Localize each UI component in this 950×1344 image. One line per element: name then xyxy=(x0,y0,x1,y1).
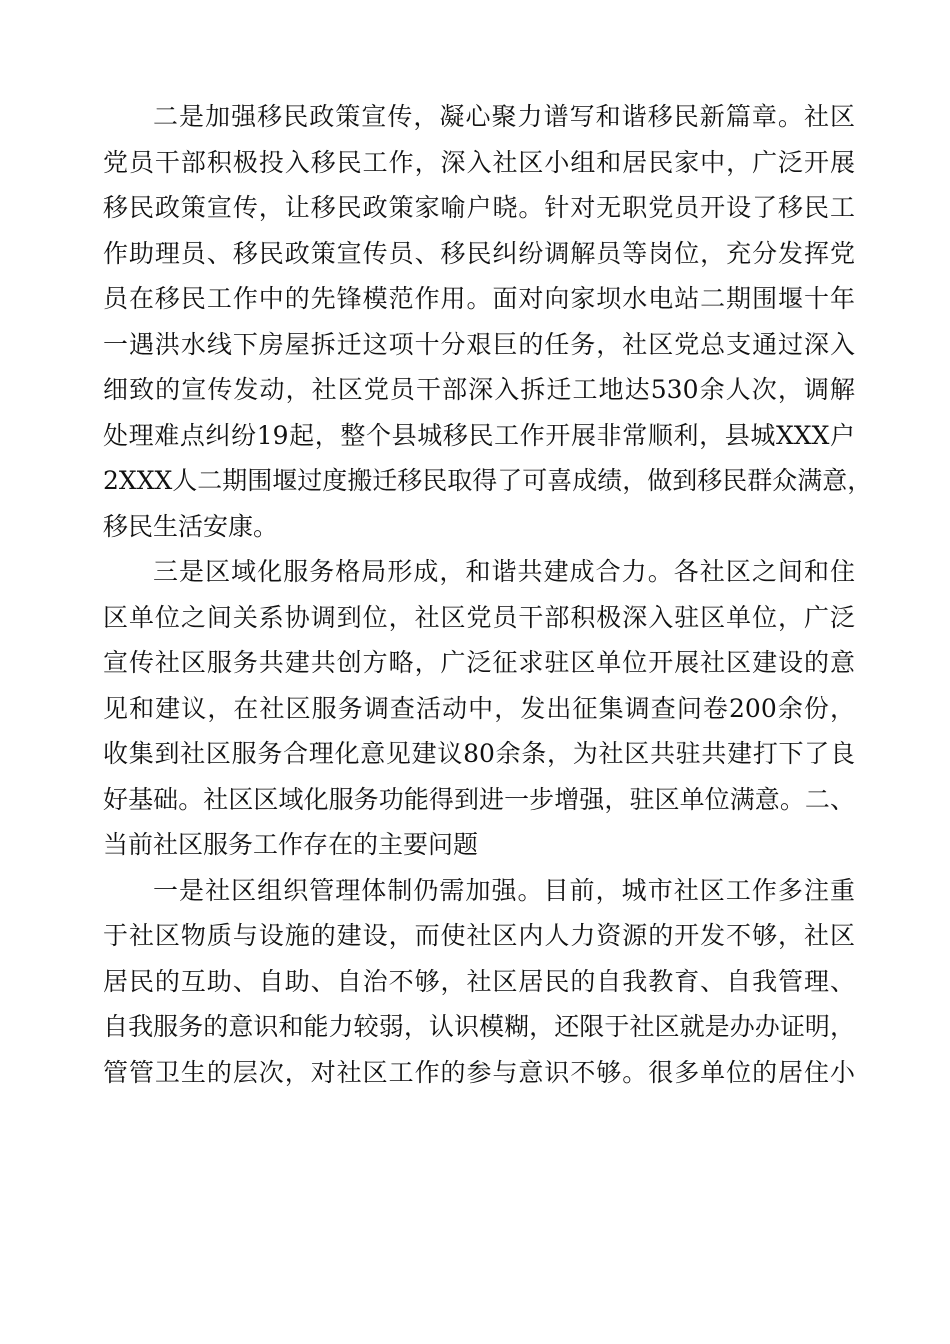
text-line: 处理难点纠纷19起，整个县城移民工作开展非常顺利，县城XXX户 xyxy=(103,420,855,450)
text-line: 区单位之间关系协调到位，社区党员干部积极深入驻区单位，广泛 xyxy=(103,602,855,632)
text-line: 二是加强移民政策宣传，凝心聚力谱写和谐移民新篇章。社区 xyxy=(153,102,855,131)
text-line: 自我服务的意识和能力较弱，认识模糊，还限于社区就是办办证明， xyxy=(103,1012,855,1041)
text-line: 宣传社区服务共建共创方略，广泛征求驻区单位开展社区建设的意 xyxy=(103,648,855,677)
text-line: 居民的互助、自助、自治不够，社区居民的自我教育、自我管理、 xyxy=(103,966,855,996)
text-line: 移民政策宣传，让移民政策家喻户晓。针对无职党员开设了移民工 xyxy=(103,193,855,222)
text-line: 好基础。社区区域化服务功能得到进一步增强，驻区单位满意。二、 xyxy=(103,784,855,814)
text-line: 管管卫生的层次，对社区工作的参与意识不够。很多单位的居住小 xyxy=(103,1057,855,1087)
text-line: 细致的宣传发动，社区党员干部深入拆迁工地达530余人次，调解 xyxy=(103,375,855,404)
paragraph-regional-service xyxy=(103,549,855,868)
text-line: 见和建议，在社区服务调查活动中，发出征集调查问卷200余份， xyxy=(103,693,855,723)
text-line: 一是社区组织管理体制仍需加强。目前，城市社区工作多注重 xyxy=(153,875,855,905)
text-line: 当前社区服务工作存在的主要问题 xyxy=(103,830,479,859)
text-line: 三是区域化服务格局形成，和谐共建成合力。各社区之间和住 xyxy=(153,557,855,586)
text-line: 收集到社区服务合理化意见建议80余条，为社区共驻共建打下了良 xyxy=(103,739,855,768)
text-line: 一遇洪水线下房屋拆迁这项十分艰巨的任务，社区党总支通过深入 xyxy=(103,329,855,359)
document-body xyxy=(103,94,873,1095)
text-line: 党员干部积极投入移民工作，深入社区小组和居民家中，广泛开展 xyxy=(103,147,855,177)
text-line: 员在移民工作中的先锋模范作用。面对向家坝水电站二期围堰十年 xyxy=(103,284,855,313)
text-line: 作助理员、移民政策宣传员、移民纠纷调解员等岗位，充分发挥党 xyxy=(103,238,855,268)
text-line: 于社区物质与设施的建设，而使社区内人力资源的开发不够，社区 xyxy=(103,921,855,950)
paragraph-immigration-policy xyxy=(103,94,873,549)
text-line: 2XXX人二期围堰过度搬迁移民取得了可喜成绩，做到移民群众满意， xyxy=(103,466,873,495)
paragraph-management-system xyxy=(103,868,855,1096)
text-line: 移民生活安康。 xyxy=(103,511,279,541)
